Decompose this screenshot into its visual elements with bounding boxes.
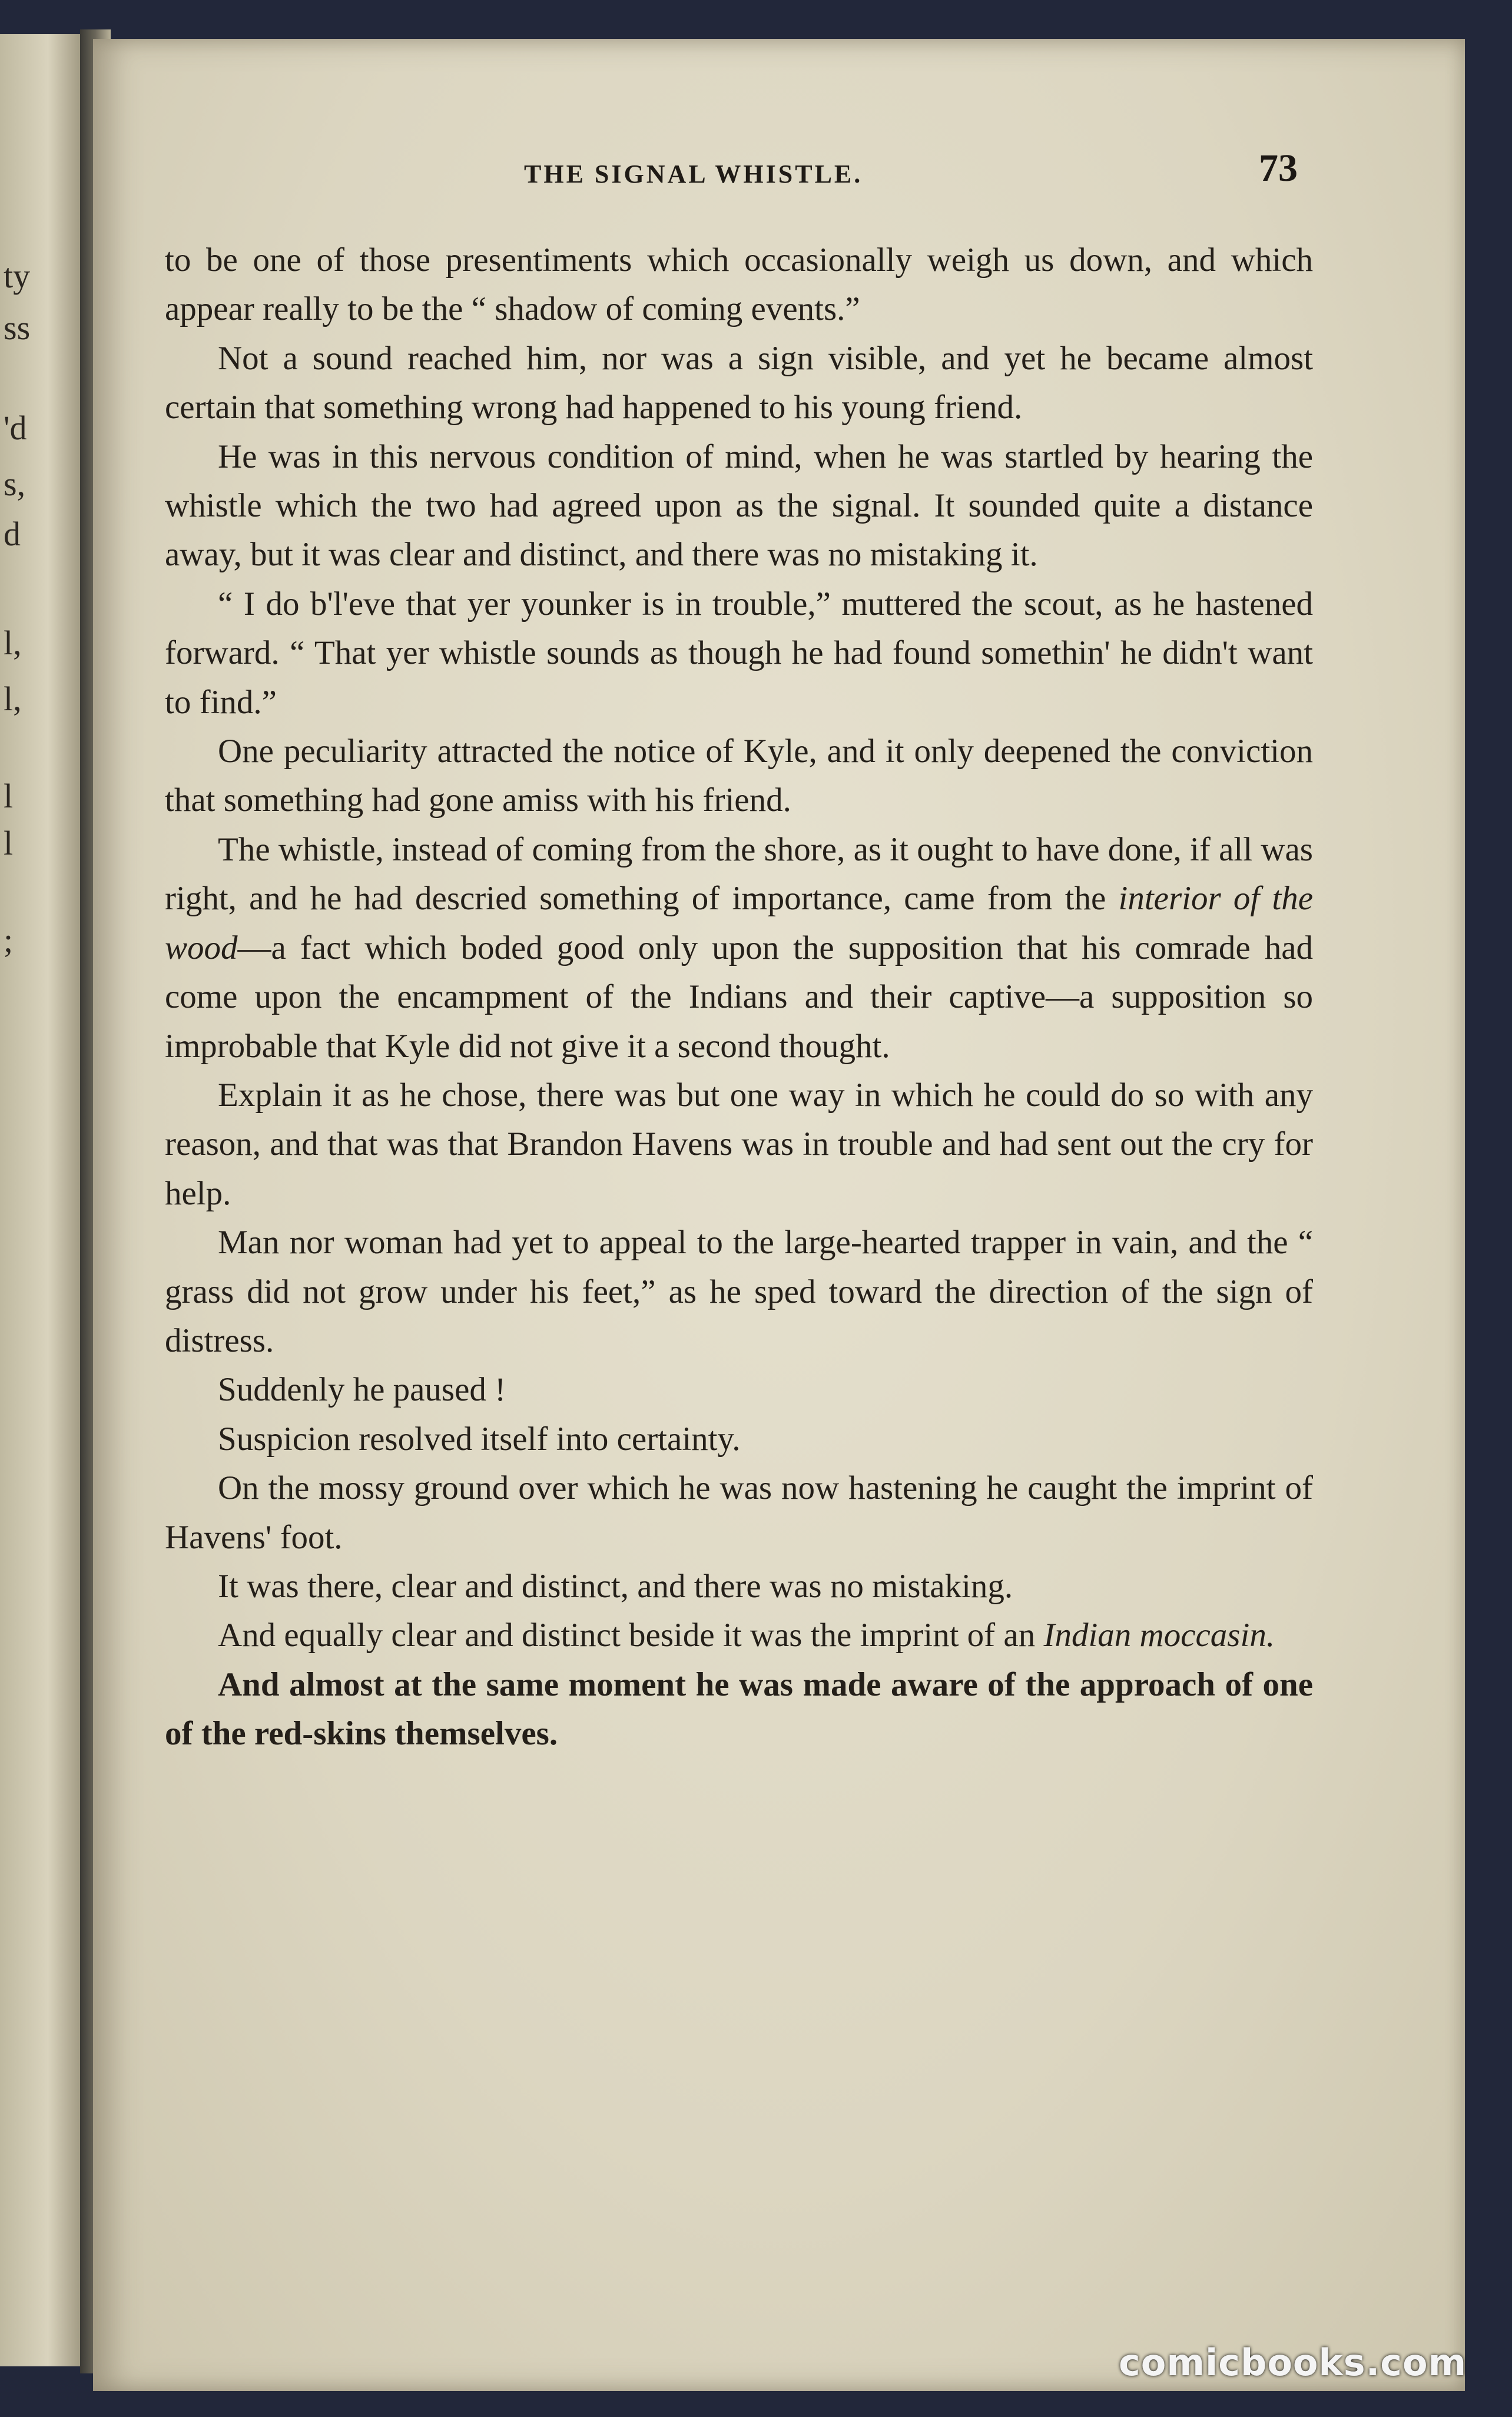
paragraph [165,1071,1313,1218]
text-run: On the mossy ground over which he was now hastening he caught the imprint of Havens' foot. [165,1469,1313,1556]
paragraph [165,1660,1313,1759]
left-page-fragment: l [4,824,14,862]
text-run: Not a sound reached him, nor was a sign visible, and yet he became almost certain that something wrong had happened to his young friend. [165,339,1313,426]
paragraph [165,432,1313,580]
paragraph [165,1464,1313,1562]
text-run: One peculiarity attracted the notice of Kyle, and it only deepened the conviction that something had gone amiss with his friend. [165,733,1313,819]
paragraph [165,236,1313,334]
paragraph [165,1218,1313,1365]
running-title: THE SIGNAL WHISTLE. [524,160,863,188]
paragraph [165,1365,1313,1414]
left-page-fragment: l, [4,680,22,718]
paragraph [165,1611,1313,1660]
paragraph [165,727,1313,825]
site-watermark: comicbooks.com [1119,2341,1467,2384]
text-run: And almost at the same moment he was made aware of the approach of one of the red-skins themselves. [165,1666,1313,1753]
left-page-fragment: d [4,515,21,553]
left-page-fragment: l, [4,624,22,662]
paragraph [165,1562,1313,1611]
text-run: —a fact which boded good only upon the supposition that his comrade had come upon the encampment of the Indians and their captive—a supposition so improbable that Kyle did not give it a second thought. [165,929,1313,1065]
page-body-text [165,236,1313,1759]
left-page-fragment: s, [4,465,26,503]
paragraph [165,580,1313,727]
text-run: Suspicion resolved itself into certainty. [218,1420,741,1458]
text-run: And equally clear and distinct beside it was the imprint of an [218,1617,1044,1654]
text-run: “ I do b'l'eve that yer younker is in trouble,” muttered the scout, as he hastened forward. “ That yer whistle sounds as though he had found somethin' he didn't want to find.” [165,585,1313,721]
left-page-edge [0,34,87,2366]
text-run: Man nor woman had yet to appeal to the large-hearted trapper in vain, and the “ grass did not grow under his feet,” as he sped toward the direction of the sign of distress. [165,1224,1313,1359]
text-run: He was in this nervous condition of mind, when he was startled by hearing the whistle which the two had agreed upon as the signal. It sounded quite a distance away, but it was clear and distinct, and there was no mistaking it. [165,438,1313,574]
paragraph [165,334,1313,432]
text-run: to be one of those presentiments which occasionally weigh us down, and which appear really to be the “ shadow of coming events.” [165,241,1313,328]
left-page-fragment: l [4,777,14,815]
page-number: 73 [1259,147,1298,190]
italic-text: interior of the wood [165,880,1313,966]
text-run: It was there, clear and distinct, and there was no mistaking. [218,1567,1013,1605]
text-run: Suddenly he paused ! [218,1371,506,1409]
paragraph [165,1415,1313,1464]
text-run: The whistle, instead of coming from the shore, as it ought to have done, if all was right, and he had descried something of importance, came from the [165,830,1313,918]
left-page-fragment: ; [4,921,14,959]
paragraph [165,825,1313,1071]
left-page-fragment: 'd [4,409,27,447]
text-run: Explain it as he chose, there was but one way in which he could do so with any reason, and that was that Brandon Havens was in trouble and had sent out the cry for help. [165,1076,1313,1212]
left-page-fragment: ss [4,309,31,347]
left-page-fragment: ty [4,257,31,295]
italic-text: Indian moccasin. [1043,1617,1275,1654]
